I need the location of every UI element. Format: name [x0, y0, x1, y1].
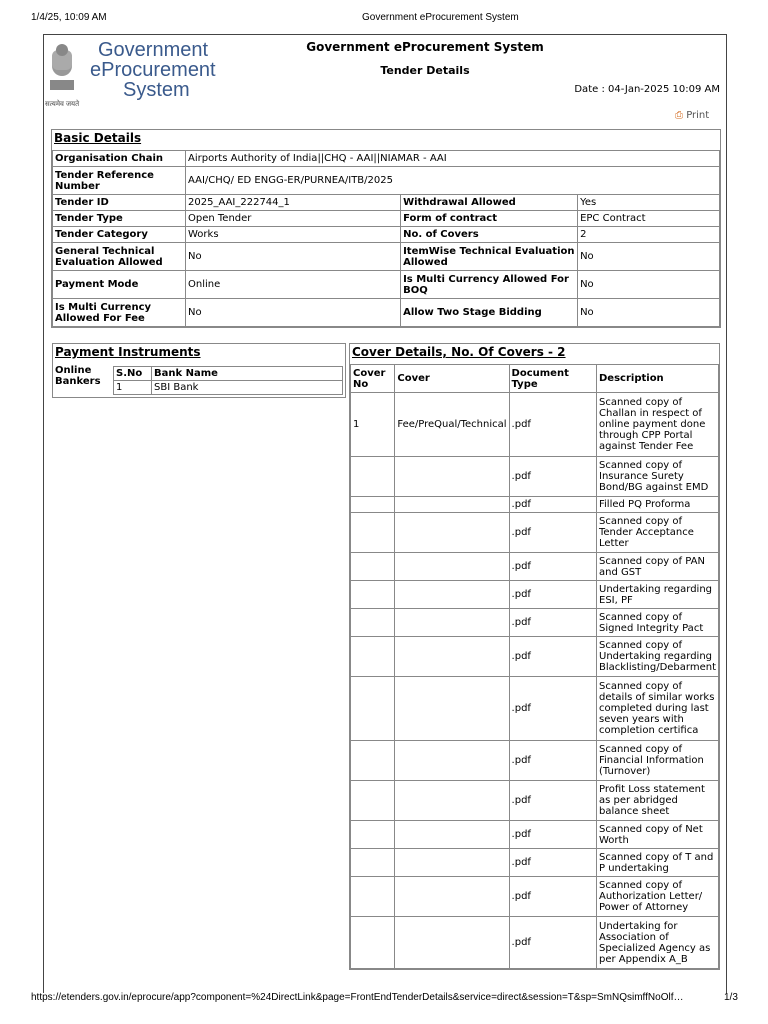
print-datetime: 1/4/25, 10:09 AM — [31, 12, 107, 23]
document-type: .pdf — [509, 877, 596, 917]
document-type: .pdf — [509, 677, 596, 741]
cover-rows — [351, 393, 719, 969]
print-link[interactable] — [675, 110, 709, 121]
basic-label: Allow Two Stage Bidding — [401, 299, 578, 327]
cover-name — [395, 917, 509, 969]
sno-header: S.No — [114, 367, 152, 381]
basic-label: Withdrawal Allowed — [401, 195, 578, 211]
cover-name — [395, 609, 509, 637]
basic-label: General Technical Evaluation Allowed — [53, 243, 186, 271]
online-bankers-label: Online Bankers — [55, 365, 101, 387]
page-title: Government eProcurement System — [306, 40, 544, 54]
cover-name — [395, 781, 509, 821]
cover-no — [351, 877, 395, 917]
document-type: .pdf — [509, 553, 596, 581]
table-row — [114, 381, 343, 395]
document-type: .pdf — [509, 513, 596, 553]
table-row — [351, 917, 719, 969]
bank-name-header: Bank Name — [152, 367, 343, 381]
national-emblem-icon — [42, 38, 82, 98]
cover-no — [351, 637, 395, 677]
basic-label: Tender Type — [53, 211, 186, 227]
logo-line-2: eProcurement — [90, 59, 216, 81]
org-chain-label: Organisation Chain — [53, 151, 186, 167]
cover-details-heading: Cover Details, No. Of Covers - 2 — [352, 345, 566, 359]
document-description: Scanned copy of Tender Acceptance Letter — [597, 513, 719, 553]
cover-name — [395, 581, 509, 609]
cover-name — [395, 677, 509, 741]
document-type: .pdf — [509, 457, 596, 497]
table-row — [351, 781, 719, 821]
bank-name: SBI Bank — [152, 381, 343, 395]
cover-name — [395, 741, 509, 781]
table-row — [53, 227, 720, 243]
document-type: .pdf — [509, 781, 596, 821]
cover-details-section — [349, 343, 720, 970]
table-row — [53, 271, 720, 299]
document-type: .pdf — [509, 637, 596, 677]
table-row — [351, 877, 719, 917]
cover-name — [395, 821, 509, 849]
page-subtitle: Tender Details — [380, 64, 470, 77]
table-row — [351, 609, 719, 637]
table-row — [53, 195, 720, 211]
basic-label: Is Multi Currency Allowed For BOQ — [401, 271, 578, 299]
document-type: .pdf — [509, 741, 596, 781]
table-row — [351, 637, 719, 677]
cover-no — [351, 741, 395, 781]
table-row — [351, 553, 719, 581]
table-row — [351, 513, 719, 553]
cover-name — [395, 513, 509, 553]
basic-label: No. of Covers — [401, 227, 578, 243]
basic-label: Tender Category — [53, 227, 186, 243]
print-page-title: Government eProcurement System — [362, 12, 519, 23]
cover-no — [351, 553, 395, 581]
table-row — [351, 581, 719, 609]
basic-label: Is Multi Currency Allowed For Fee — [53, 299, 186, 327]
document-type: .pdf — [509, 609, 596, 637]
basic-details-heading: Basic Details — [54, 131, 142, 145]
print-page-number: 1/3 — [724, 992, 738, 1003]
table-row — [53, 211, 720, 227]
table-row — [351, 497, 719, 513]
cover-header: Cover — [395, 365, 509, 393]
document-description: Profit Loss statement as per abridged balance sheet — [597, 781, 719, 821]
cover-no — [351, 513, 395, 553]
document-description: Scanned copy of PAN and GST — [597, 553, 719, 581]
cover-name — [395, 457, 509, 497]
cover-name — [395, 497, 509, 513]
document-type: .pdf — [509, 821, 596, 849]
document-description: Filled PQ Proforma — [597, 497, 719, 513]
cover-no — [351, 917, 395, 969]
document-type: .pdf — [509, 581, 596, 609]
document-type: .pdf — [509, 393, 596, 457]
cover-name — [395, 553, 509, 581]
basic-details-section — [51, 129, 721, 328]
basic-label: ItemWise Technical Evaluation Allowed — [401, 243, 578, 271]
basic-value: Open Tender — [186, 211, 401, 227]
document-description: Scanned copy of Undertaking regarding Blacklisting/Debarment — [597, 637, 719, 677]
cover-no — [351, 497, 395, 513]
cover-no — [351, 457, 395, 497]
cover-no: 1 — [351, 393, 395, 457]
cover-no — [351, 581, 395, 609]
document-description: Undertaking for Association of Specialized Agency as per Appendix A_B — [597, 917, 719, 969]
print-url: https://etenders.gov.in/eprocure/app?component=%24DirectLink&page=FrontEndTenderDetails&service=direct&session=T&sp=SmNQsimffNoOlf… — [31, 992, 684, 1003]
emblem-caption: सत्यमेव जयते — [45, 101, 80, 108]
printer-icon: ⎙ — [675, 110, 683, 121]
table-row — [53, 243, 720, 271]
cover-name — [395, 877, 509, 917]
table-row — [351, 821, 719, 849]
document-description: Scanned copy of T and P undertaking — [597, 849, 719, 877]
document-type-header: Document Type — [509, 365, 596, 393]
document-type: .pdf — [509, 497, 596, 513]
gepnic-logo — [40, 36, 240, 111]
document-description: Undertaking regarding ESI, PF — [597, 581, 719, 609]
cover-no — [351, 677, 395, 741]
document-description: Scanned copy of Net Worth — [597, 821, 719, 849]
org-chain-value: Airports Authority of India||CHQ - AAI||NIAMAR - AAI — [186, 151, 720, 167]
basic-value: No — [578, 271, 720, 299]
payment-instruments-section — [52, 343, 346, 398]
basic-label: Payment Mode — [53, 271, 186, 299]
basic-value: No — [578, 243, 720, 271]
cover-name: Fee/PreQual/Technical — [395, 393, 509, 457]
cover-name — [395, 637, 509, 677]
basic-label: Tender ID — [53, 195, 186, 211]
description-header: Description — [597, 365, 719, 393]
basic-label: Form of contract — [401, 211, 578, 227]
basic-value: Yes — [578, 195, 720, 211]
table-row — [351, 849, 719, 877]
cover-name — [395, 849, 509, 877]
document-description: Scanned copy of Challan in respect of online payment done through CPP Portal against Tender Fee — [597, 393, 719, 457]
table-row — [53, 299, 720, 327]
basic-value: No — [578, 299, 720, 327]
basic-value: No — [186, 243, 401, 271]
document-description: Scanned copy of Authorization Letter/ Power of Attorney — [597, 877, 719, 917]
table-row — [351, 677, 719, 741]
basic-value: 2 — [578, 227, 720, 243]
logo-line-1: Government — [98, 39, 209, 61]
basic-value: Works — [186, 227, 401, 243]
document-type: .pdf — [509, 849, 596, 877]
cover-no — [351, 609, 395, 637]
bank-sno: 1 — [114, 381, 152, 395]
print-label: Print — [686, 110, 710, 121]
table-row — [351, 457, 719, 497]
basic-value: 2025_AAI_222744_1 — [186, 195, 401, 211]
cover-no-header: Cover No — [351, 365, 395, 393]
document-description: Scanned copy of Insurance Surety Bond/BG against EMD — [597, 457, 719, 497]
cover-no — [351, 821, 395, 849]
document-description: Scanned copy of details of similar works completed during last seven years with completion certifica — [597, 677, 719, 741]
document-description: Scanned copy of Signed Integrity Pact — [597, 609, 719, 637]
basic-value: EPC Contract — [578, 211, 720, 227]
cover-no — [351, 781, 395, 821]
tender-ref-label: Tender Reference Number — [53, 167, 186, 195]
basic-value: No — [186, 299, 401, 327]
table-row — [351, 393, 719, 457]
basic-value: Online — [186, 271, 401, 299]
payment-instruments-heading: Payment Instruments — [55, 345, 201, 359]
date-label: Date : 04-Jan-2025 10:09 AM — [574, 84, 720, 95]
cover-no — [351, 849, 395, 877]
document-description: Scanned copy of Financial Information (Turnover) — [597, 741, 719, 781]
logo-line-3: System — [123, 79, 190, 101]
table-row — [351, 741, 719, 781]
document-type: .pdf — [509, 917, 596, 969]
tender-ref-value: AAI/CHQ/ ED ENGG-ER/PURNEA/ITB/2025 — [186, 167, 720, 195]
basic-details-rows — [53, 195, 720, 327]
